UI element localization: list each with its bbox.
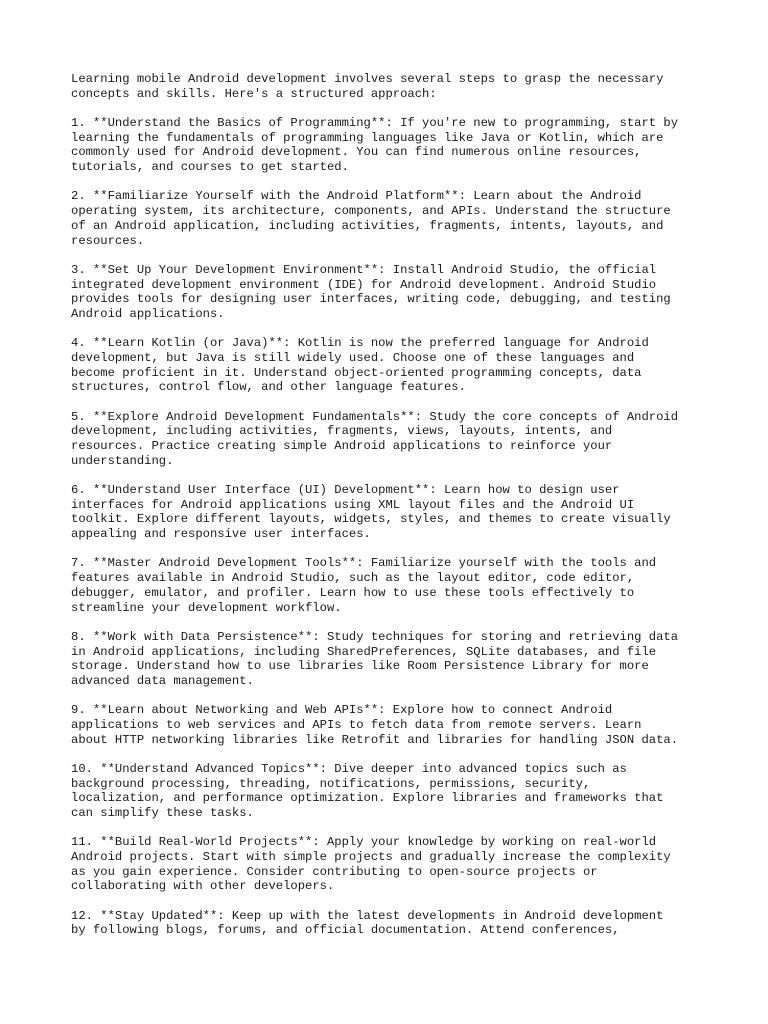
step-4-paragraph: 4. **Learn Kotlin (or Java)**: Kotlin is now the preferred language for Android development, but Java is still widely used. Choose one of these languages and become proficient in it. Understand object-oriented programming concepts, data structures, control flow, and other language features. bbox=[71, 336, 649, 395]
step-8-paragraph: 8. **Work with Data Persistence**: Study techniques for storing and retrieving data in Android applications, including SharedPreferences, SQLite databases, and file storage. Understand how to use libraries like Room Persistence Library for more advanced data management. bbox=[71, 629, 679, 688]
step-7-paragraph: 7. **Master Android Development Tools**: Familiarize yourself with the tools and features available in Android Studio, such as the layout editor, code editor, debugger, emulator, and profiler. Learn how to use these tools effectively to streamline your development workflow. bbox=[71, 556, 657, 615]
step-1-paragraph: 1. **Understand the Basics of Programming**: If you're new to programming, start by learning the fundamentals of programming languages like Java or Kotlin, which are commonly used for Android development. You can find numerous online resources, tutorials, and courses to get started. bbox=[71, 116, 679, 175]
step-5-paragraph: 5. **Explore Android Development Fundamentals**: Study the core concepts of Android development, including activities, fragments, views, layouts, intents, and resources. Practice creating simple Android applications to reinforce your understanding. bbox=[71, 409, 679, 468]
document-page bbox=[71, 72, 711, 953]
step-10-paragraph: 10. **Understand Advanced Topics**: Dive deeper into advanced topics such as background processing, threading, notifications, permissions, security, localization, and performance optimization. Explore libraries and frameworks that can simplify these tasks. bbox=[71, 761, 664, 821]
step-2-paragraph: 2. **Familiarize Yourself with the Android Platform**: Learn about the Android operating system, its architecture, components, and APIs. Understand the structure of an Android application, including activities, fragments, intents, layouts, and resources. bbox=[71, 189, 671, 248]
intro-paragraph: Learning mobile Android development involves several steps to grasp the necessary concepts and skills. Here's a structured approach: bbox=[71, 72, 664, 101]
step-11-paragraph: 11. **Build Real-World Projects**: Apply your knowledge by working on real-world Android projects. Start with simple projects and gradually increase the complexity as you gain experience. Consider contributing to open-source projects or collaborating with other developers. bbox=[71, 835, 671, 894]
step-9-paragraph: 9. **Learn about Networking and Web APIs**: Explore how to connect Android applications to web services and APIs to fetch data from remote servers. Learn about HTTP networking libraries like Retrofit and libraries for handling JSON data. bbox=[71, 703, 679, 747]
step-12-paragraph: 12. **Stay Updated**: Keep up with the latest developments in Android development by following blogs, forums, and official documentation. Attend conferences, bbox=[71, 908, 664, 938]
step-6-paragraph: 6. **Understand User Interface (UI) Development**: Learn how to design user interfaces for Android applications using XML layout files and the Android UI toolkit. Explore different layouts, widgets, styles, and themes to create visually appealing and responsive user interfaces. bbox=[71, 483, 671, 542]
step-3-paragraph: 3. **Set Up Your Development Environment**: Install Android Studio, the official integrated development environment (IDE) for Android development. Android Studio provides tools for designing user interfaces, writing code, debugging, and testing Android applications. bbox=[71, 262, 671, 321]
